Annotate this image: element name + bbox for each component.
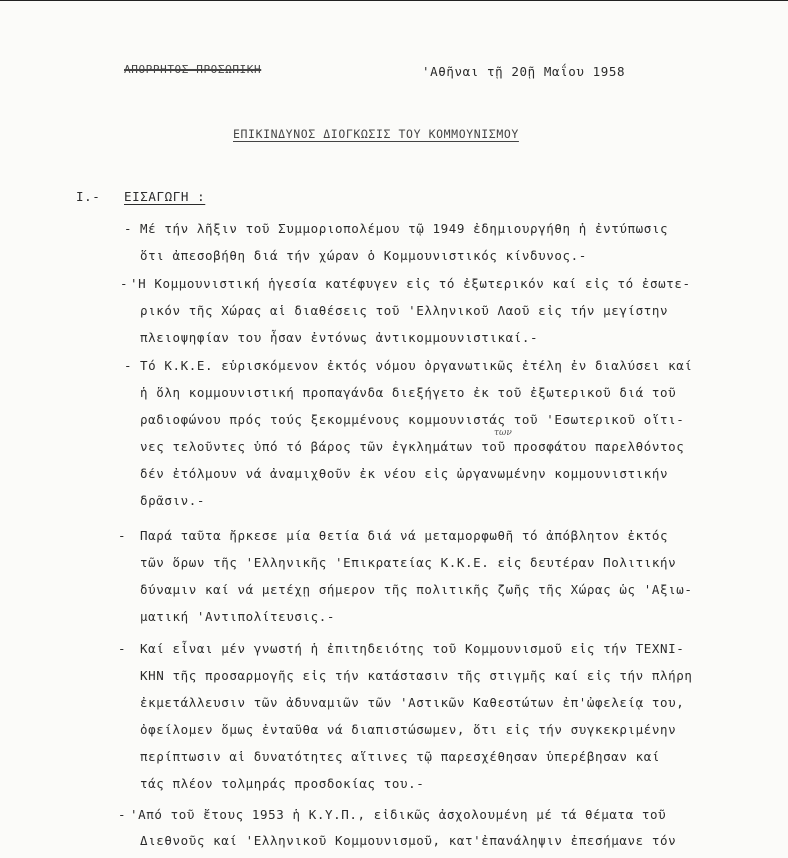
paragraph-4-line-1: Παρά ταῦτα ἤρκεσε μία θετία διά νά μεταμορφωθῆ τό ἀπόβλητον ἐκτός [140, 528, 669, 543]
paragraph-2-line-2: ρικόν τῆς Χώρας αἱ διαθέσεις τοῦ 'Ελληνικοῦ Λαοῦ εἰς τήν μεγίστην [140, 303, 669, 318]
bullet-dash: - [124, 221, 132, 236]
paragraph-5-line-6: τάς πλέον τολμηράς προσδοκίας του.- [140, 776, 425, 791]
paragraph-5-line-4: ὀφείλομεν ὅμως ἐνταῦθα νά διαπιστώσωμεν, ὅτι εἰς τήν συγκεκριμένην [140, 722, 677, 737]
place-date: 'Αθῆναι τῇ 20ῇ Μαΐου 1958 [422, 64, 626, 79]
bullet-dash: - [118, 528, 126, 543]
paragraph-6-line-1: 'Από τοῦ ἔτους 1953 ἡ Κ.Υ.Π., εἰδικῶς ἀσχολουμένη μέ τά θέματα τοῦ [130, 807, 667, 822]
paragraph-3-line-4: νες τελοῦντες ὑπό τό βάρος τῶν ἐγκλημάτων τοῦ προσφάτου παρελθόντος [140, 439, 685, 454]
paragraph-3-line-1: Τό Κ.Κ.Ε. εὑρισκόμενον ἐκτός νόμου ὀργανωτικῶς ἐτέλη ἐν διαλύσει καί [140, 358, 693, 373]
paragraph-5-line-5: περίπτωσιν αἱ δυνατότητες αἵτινες τῷ παρεσχέθησαν ὑπερέβησαν καί [140, 749, 661, 764]
section-number: I.- [76, 189, 101, 204]
paragraph-4-line-4: ματική 'Αντιπολίτευσις.- [140, 609, 336, 624]
section-heading: ΕΙΣΑΓΩΓΗ : [124, 189, 206, 204]
paragraph-6-line-2: Διεθνοῦς καί 'Ελληνικοῦ Κομμουνισμοῦ, κατ'ἐπανάληψιν ἐπεσήμανε τόν [140, 833, 677, 848]
paragraph-3-line-3: ραδιοφώνου πρός τούς ξεκομμένους κομμουνιστάς τοῦ 'Εσωτερικοῦ οἵτι- [140, 412, 685, 427]
paragraph-2-line-1: 'Η Κομμουνιστική ἡγεσία κατέφυγεν εἰς τό ἐξωτερικόν καί εἰς τό ἐσωτε- [130, 276, 691, 291]
paragraph-3-line-5: δέν ἐτόλμουν νά ἀναμιχθοῦν ἐκ νέου εἰς ὠργανωμένην κομμουνιστικήν [140, 466, 669, 481]
paragraph-1-line-2: ὅτι ἀπεσοβήθη διά τήν χώραν ὁ Κομμουνιστικός κίνδυνος.- [140, 248, 587, 263]
paragraph-5-line-3: ἐκμετάλλευσιν τῶν ἀδυναμιῶν τῶν 'Αστικῶν Καθεστώτων ἐπ'ὠφελείᾳ του, [140, 695, 685, 710]
bullet-dash: - [120, 276, 128, 291]
paragraph-5-line-2: ΚΗΝ τῆς προσαρμογῆς εἰς τήν κατάστασιν τῆς στιγμῆς καί εἰς τήν πλήρη [140, 668, 693, 683]
struck-classification: ΑΠΟΡΡΗΤΟΣ ΠΡΟΣΩΠΙΚΗ [124, 63, 262, 76]
handwritten-annotation: των [494, 428, 512, 438]
paragraph-3-line-6: δρᾶσιν.- [140, 493, 206, 508]
paragraph-1-line-1: Μέ τήν λῆξιν τοῦ Συμμοριοπολέμου τῷ 1949 ἐδημιουργήθη ἡ ἐντύπωσις [140, 221, 669, 236]
document-title: ΕΠΙΚΙΝΔΥΝΟΣ ΔΙΟΓΚΩΣΙΣ ΤΟΥ ΚΟΜΜΟΥΝΙΣΜΟΥ [233, 127, 519, 141]
bullet-dash: - [118, 641, 126, 656]
bullet-dash: - [124, 358, 132, 373]
paragraph-3-line-2: ἡ ὅλη κομμουνιστική προπαγάνδα διεξήγετο ἐκ τοῦ ἐξωτερικοῦ διά τοῦ [140, 385, 677, 400]
paragraph-4-line-3: δύναμιν καί νά μετέχῃ σήμερον τῆς πολιτικῆς ζωῆς τῆς Χώρας ὡς 'Αξιω- [140, 582, 693, 597]
paragraph-2-line-3: πλειοψηφίαν του ἦσαν ἐντόνως ἀντικομμουνιστικαί.- [140, 330, 539, 345]
paragraph-5-line-1: Καί εἶναι μέν γνωστή ἡ ἐπιτηδειότης τοῦ Κομμουνισμοῦ εἰς τήν ΤΕΧΝΙ- [140, 641, 685, 656]
paragraph-4-line-2: τῶν ὅρων τῆς 'Ελληνικῆς 'Επικρατείας Κ.Κ.Ε. εἰς δευτέραν Πολιτικήν [140, 555, 677, 570]
bullet-dash: - [118, 807, 126, 822]
